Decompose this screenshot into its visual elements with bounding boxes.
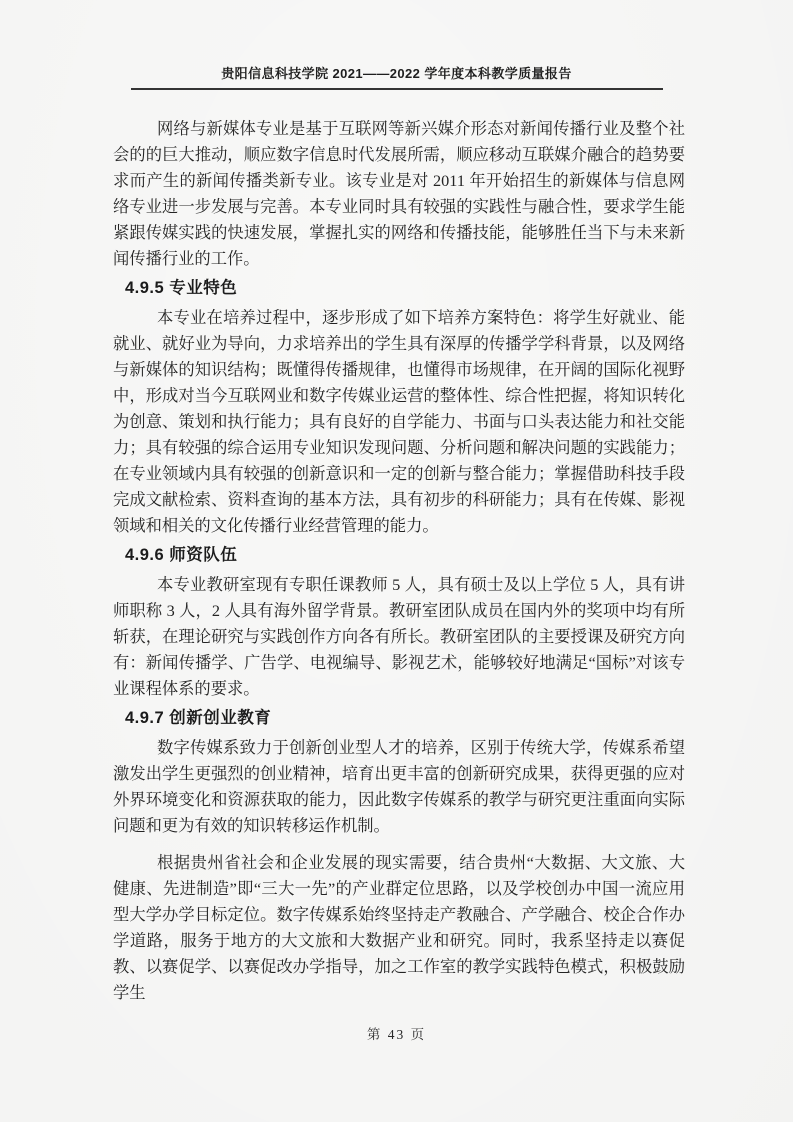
- page-footer: [0, 1023, 793, 1044]
- paragraph-guizhou-industry: 根据贵州省社会和企业发展的现实需要，结合贵州“大数据、大文旅、大健康、先进制造”即“三大一先”的产业群定位思路，以及学校创办中国一流应用型大学办学目标定位。数字传媒系始终坚持走产教融合、产学融合、校企合作办学道路，服务于地方的大文旅和大数据产业和研究。同时，我系坚持走以赛促教、以赛促学、以赛促改办学指导，加之工作室的教学实践特色模式，积极鼓励学生: [113, 853, 685, 1002]
- section-heading-4-9-5: 4.9.5 专业特色: [125, 279, 238, 297]
- section-heading-4-9-7: 4.9.7 创新创业教育: [125, 709, 272, 727]
- page-number: 第 43 页: [366, 1027, 427, 1042]
- page-header: [131, 63, 663, 90]
- paragraph-major-features: 本专业在培养过程中，逐步形成了如下培养方案特色：将学生好就业、能就业、就好业为导向，力求培养出的学生具有深厚的传播学学科背景，以及网络与新媒体的知识结构；既懂得传播规律，也懂得市场规律，在开阔的国际化视野中，形成对当今互联网业和数字传媒业运营的整体性、综合性把握，将知识转化为创意、策划和执行能力；具有良好的自学能力、书面与口头表达能力和社交能力；具有较强的综合运用专业知识发现问题、分析问题和解决问题的实践能力；在专业领域内具有较强的创新意识和一定的创新与整合能力；掌握借助科技手段完成文献检索、资料查询的基本方法，具有初步的科研能力；具有在传媒、影视领域和相关的文化传播行业经营管理的能力。: [113, 308, 685, 535]
- paragraph-intro: 网络与新媒体专业是基于互联网等新兴媒介形态对新闻传播行业及整个社会的的巨大推动，顺应数字信息时代发展所需，顺应移动互联媒介融合的趋势要求而产生的新闻传播类新专业。该专业是对 2011 年开始招生的新媒体与信息网络专业进一步发展与完善。本专业同时具有较强的实践性与融合性，要求学生能紧跟传媒实践的快速发展，掌握扎实的网络和传播技能，能够胜任当下与未来新闻传播行业的工作。: [113, 119, 685, 268]
- paragraph-innovation-education: 数字传媒系致力于创新创业型人才的培养，区别于传统大学，传媒系希望激发出学生更强烈的创业精神，培育出更丰富的创新研究成果，获得更强的应对外界环境变化和资源获取的能力，因此数字传媒系的教学与研究更注重面向实际问题和更为有效的知识转移运作机制。: [113, 738, 685, 835]
- header-title: 贵阳信息科技学院 2021——2022 学年度本科教学质量报告: [221, 66, 572, 81]
- section-heading-4-9-6: 4.9.6 师资队伍: [125, 546, 238, 564]
- paragraph-faculty-team: 本专业教研室现有专职任课教师 5 人，具有硕士及以上学位 5 人，具有讲师职称 3 人，2 人具有海外留学背景。教研室团队成员在国内外的奖项中均有所斩获，在理论研究与实践创作方向各有所长。教研室团队的主要授课及研究方向有：新闻传播学、广告学、电视编导、影视艺术，能够较好地满足“国标”对该专业课程体系的要求。: [113, 575, 685, 698]
- document-body: [113, 116, 685, 1006]
